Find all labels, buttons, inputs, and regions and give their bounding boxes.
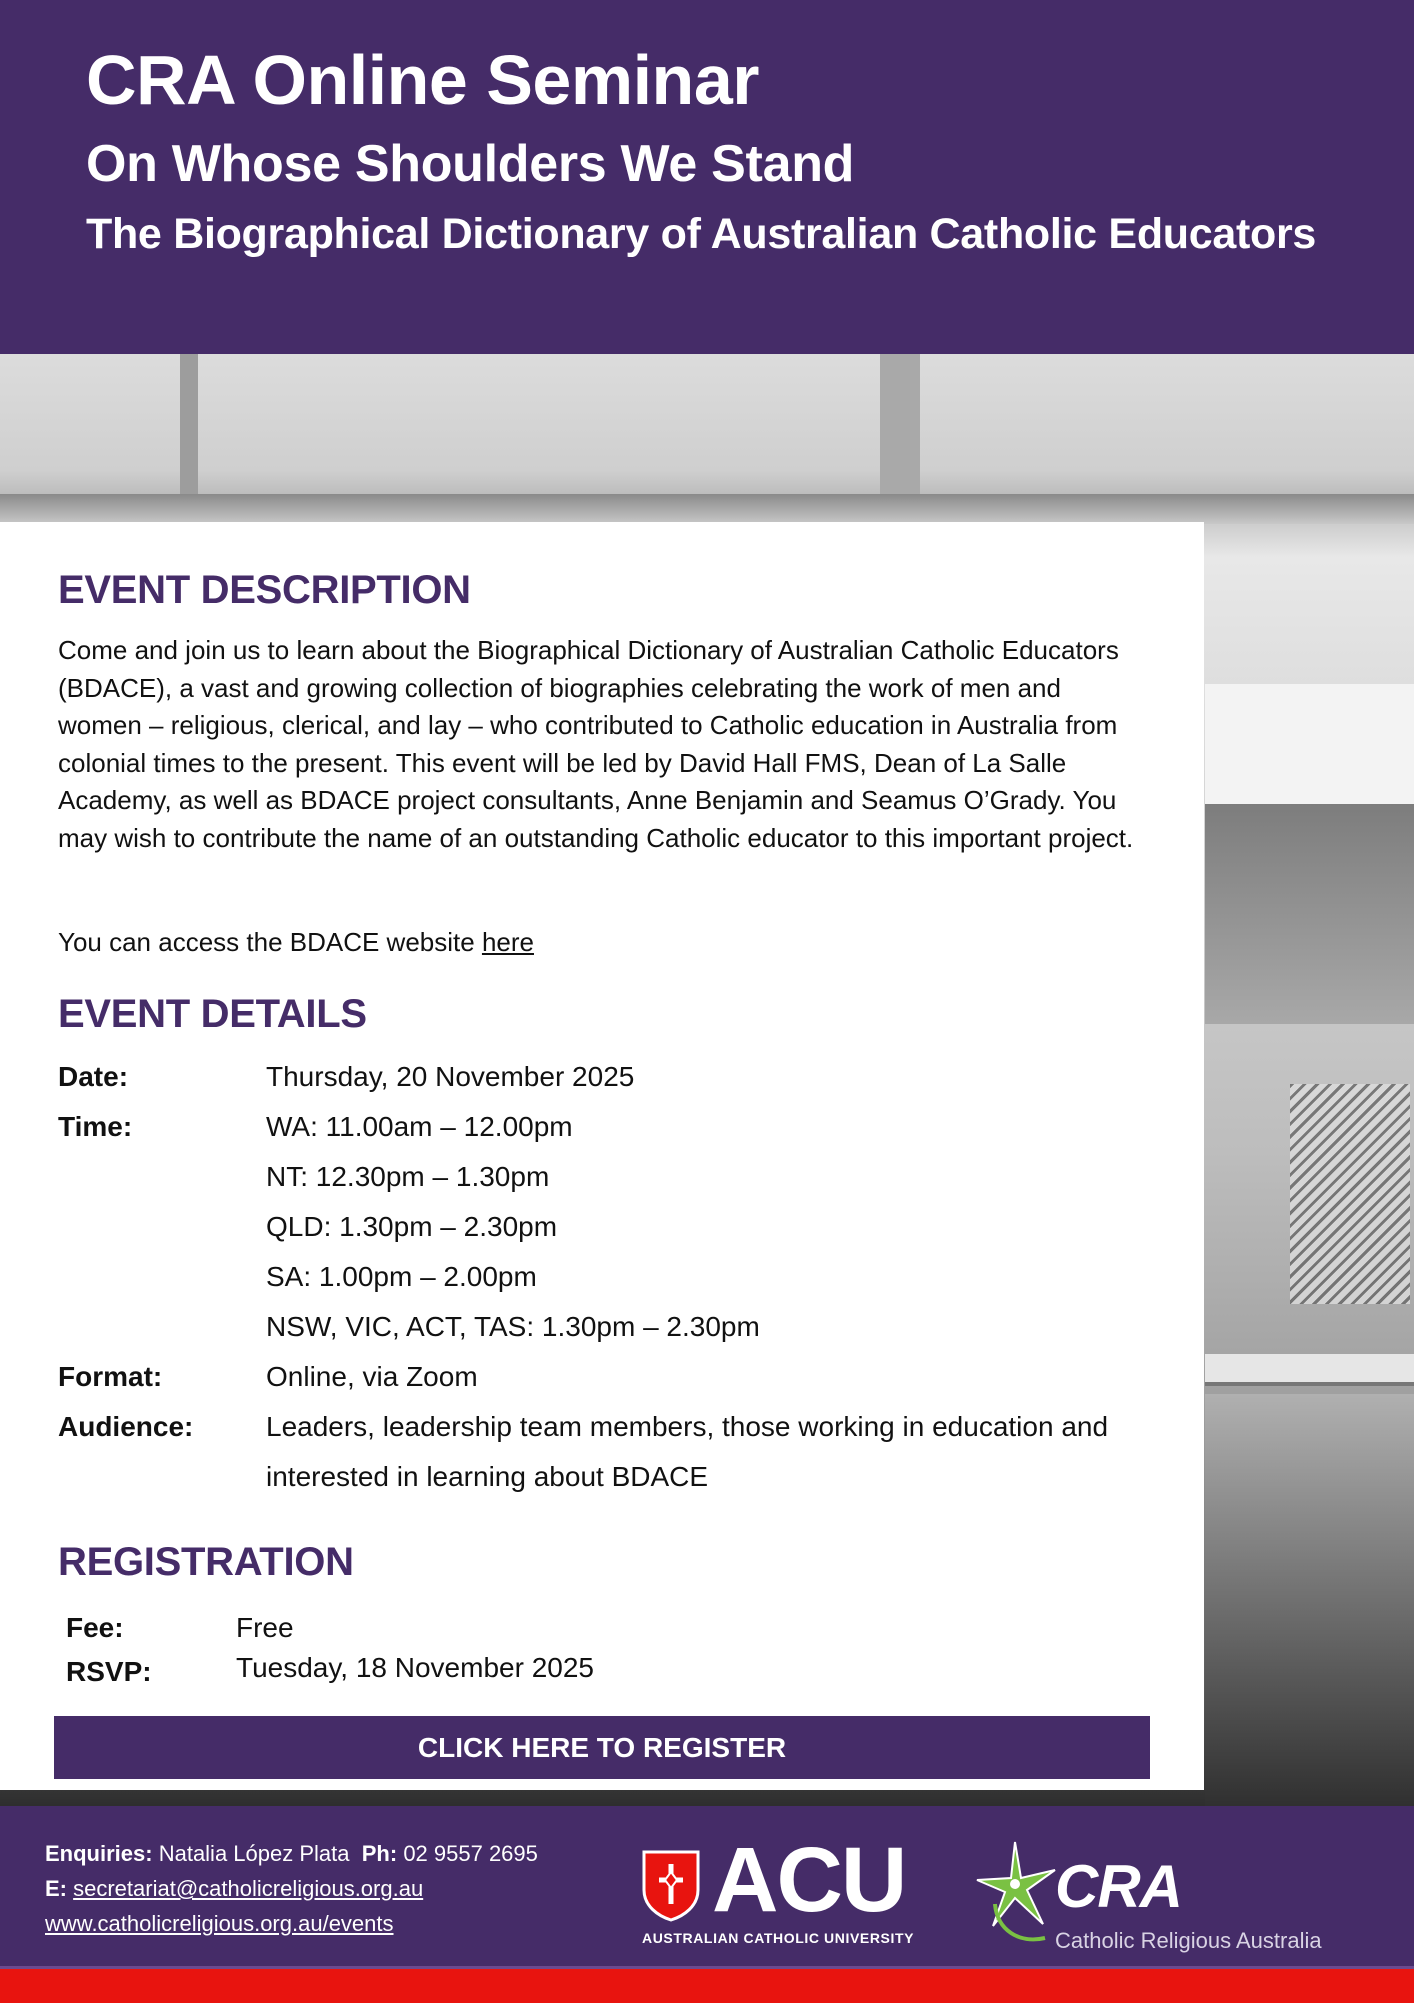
time-item-east: NSW, VIC, ACT, TAS: 1.30pm – 2.30pm	[266, 1311, 760, 1342]
time-item-sa: SA: 1.00pm – 2.00pm	[266, 1261, 537, 1292]
format-label: Format:	[58, 1361, 163, 1392]
audience-label: Audience:	[58, 1411, 194, 1442]
fee-value: Free	[236, 1612, 294, 1643]
email-label: E:	[45, 1876, 67, 1901]
cra-wordmark: CRA	[1055, 1853, 1182, 1920]
phone-number: 02 9557 2695	[403, 1841, 538, 1866]
window-frame	[880, 354, 920, 504]
website-link[interactable]: www.catholicreligious.org.au/events	[45, 1911, 394, 1936]
event-details-heading: EVENT DETAILS	[58, 992, 367, 1036]
notebook-spiral	[1290, 1084, 1410, 1304]
event-description-heading: EVENT DESCRIPTION	[58, 568, 471, 612]
rsvp-label: RSVP:	[66, 1656, 152, 1687]
acu-name: AUSTRALIAN CATHOLIC UNIVERSITY	[642, 1930, 915, 1946]
phone-label: Ph:	[361, 1841, 398, 1866]
page-title: CRA Online Seminar	[86, 41, 759, 119]
window-sill	[0, 494, 1414, 524]
email-line	[45, 1871, 538, 1906]
registration-heading: REGISTRATION	[58, 1540, 354, 1584]
footer	[0, 1806, 1414, 1966]
rsvp-value: Tuesday, 18 November 2025	[236, 1652, 594, 1683]
acu-logo	[642, 1829, 922, 1946]
time-item-wa: WA: 11.00am – 12.00pm	[266, 1111, 573, 1142]
floor	[1205, 1394, 1414, 1806]
bdace-website-link[interactable]: here	[481, 927, 534, 957]
date-label: Date:	[58, 1061, 129, 1092]
time-list	[266, 1102, 1146, 1352]
cra-name: Catholic Religious Australia	[1055, 1928, 1322, 1953]
enquiries-line	[45, 1836, 538, 1871]
desk-surface	[1205, 684, 1414, 804]
bdace-access-text: You can access the BDACE website	[58, 927, 482, 957]
header-banner	[0, 0, 1414, 354]
format-row	[58, 1352, 1158, 1402]
bdace-access-line	[58, 927, 534, 958]
rsvp-row	[66, 1652, 866, 1686]
bottom-red-bar	[0, 1966, 1414, 2003]
time-item-qld: QLD: 1.30pm – 2.30pm	[266, 1211, 558, 1242]
format-value: Online, via Zoom	[266, 1361, 478, 1392]
audience-value: Leaders, leadership team members, those working in education and interested in learning about BDACE	[266, 1411, 1109, 1492]
date-value: Thursday, 20 November 2025	[266, 1061, 635, 1092]
notebook	[1205, 1354, 1414, 1386]
page-subtitle: On Whose Shoulders We Stand	[86, 135, 855, 193]
desk-edge	[1205, 804, 1414, 1024]
enquiries-label: Enquiries:	[45, 1841, 153, 1866]
cra-logo	[975, 1834, 1375, 1954]
date-row	[58, 1052, 1158, 1102]
register-button[interactable]: CLICK HERE TO REGISTER	[54, 1716, 1150, 1779]
time-row	[58, 1102, 1158, 1352]
acu-shield-icon	[642, 1850, 700, 1922]
fee-label: Fee:	[66, 1612, 124, 1643]
audience-row	[58, 1402, 1158, 1502]
email-link[interactable]: secretariat@catholicreligious.org.au	[73, 1876, 424, 1901]
enquiries-name: Natalia López Plata	[158, 1841, 350, 1866]
acu-wordmark: ACU	[712, 1829, 906, 1931]
time-label: Time:	[58, 1111, 133, 1142]
fee-row	[66, 1612, 866, 1646]
contact-info	[45, 1836, 538, 1941]
website-line	[45, 1906, 538, 1941]
time-item-nt: NT: 12.30pm – 1.30pm	[266, 1161, 550, 1192]
content-panel	[0, 522, 1204, 1790]
page-subtitle-secondary: The Biographical Dictionary of Australian Catholic Educators	[86, 210, 1317, 258]
event-description-text: Come and join us to learn about the Biographical Dictionary of Australian Catholic Educators (BDACE), a vast and growing collection of biographies celebrating the work of men and women – religious, clerical, and lay – who contributed to Catholic education in Australia from colonial times to the present. This event will be led by David Hall FMS, Dean of La Salle Academy, as well as BDACE project consultants, Anne Benjamin and Seamus O’Grady. You may wish to contribute the name of an outstanding Catholic educator to this important project.	[58, 635, 1134, 853]
